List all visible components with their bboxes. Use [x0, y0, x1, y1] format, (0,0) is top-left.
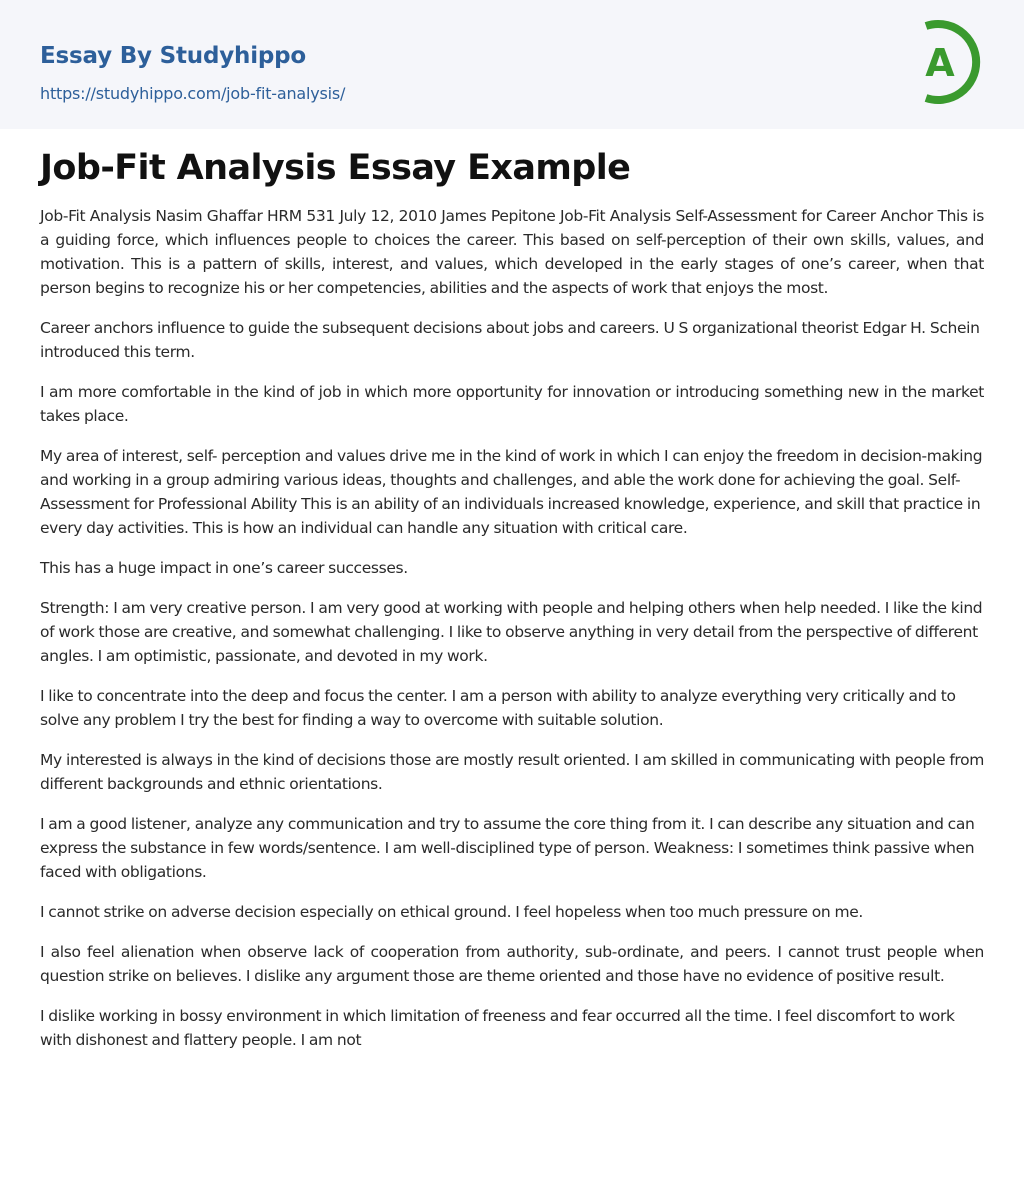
essay-paragraph: Career anchors influence to guide the subsequent decisions about jobs and careers. U S organizational theorist Edgar H. Schein introduced this term.: [40, 319, 980, 361]
essay-paragraph: Job-Fit Analysis Nasim Ghaffar HRM 531 July 12, 2010 James Pepitone Job-Fit Analysis Self-Assessment for Career Anchor This is a guiding force, which influences people to choices the career. This based on self-perception of their own skills, values, and motivation. This is a pattern of skills, interest, and values, which developed in the early stages of one’s career, when that person begins to recognize his or her competencies, abilities and the aspects of work that enjoys the most.: [40, 207, 984, 297]
essay-paragraph: I dislike working in bossy environment in which limitation of freeness and fear occurred all the time. I feel discomfort to work with dishonest and flattery people. I am not: [40, 1007, 955, 1049]
site-header: [0, 0, 1024, 129]
essay-url-link[interactable]: https://studyhippo.com/job-fit-analysis/: [40, 84, 346, 103]
essay-paragraph: My area of interest, self- perception and values drive me in the kind of work in which I can enjoy the freedom in decision-making and working in a group admiring various ideas, thoughts and challenges, and able the work done for achieving the goal. Self-Assessment for Professional Ability This is an ability of an individuals increased knowledge, experience, and skill that practice in every day activities. This is how an individual can handle any situation with critical care.: [40, 447, 983, 537]
logo-letter: A: [925, 41, 955, 85]
essay-paragraph: This has a huge impact in one’s career successes.: [40, 559, 408, 577]
site-brand-title[interactable]: Essay By Studyhippo: [40, 43, 307, 69]
studyhippo-logo-icon[interactable]: [905, 17, 993, 107]
essay-paragraph: I am more comfortable in the kind of job in which more opportunity for innovation or introducing something new in the market takes place.: [40, 383, 984, 425]
essay-paragraph: I cannot strike on adverse decision especially on ethical ground. I feel hopeless when too much pressure on me.: [40, 903, 863, 921]
page-title: Job-Fit Analysis Essay Example: [40, 148, 631, 188]
essay-content: [40, 144, 984, 1068]
essay-paragraph: I am a good listener, analyze any communication and try to assume the core thing from it. I can describe any situation and can express the substance in few words/sentence. I am well-disciplined type of person. Weakness: I sometimes think passive when faced with obligations.: [40, 815, 975, 881]
essay-paragraph: My interested is always in the kind of decisions those are mostly result oriented. I am skilled in communicating with people from different backgrounds and ethnic orientations.: [40, 751, 984, 793]
essay-paragraph: I also feel alienation when observe lack of cooperation from authority, sub-ordinate, and peers. I cannot trust people when question strike on believes. I dislike any argument those are theme oriented and those have no evidence of positive result.: [40, 943, 984, 985]
essay-paragraph: I like to concentrate into the deep and focus the center. I am a person with ability to analyze everything very critically and to solve any problem I try the best for finding a way to overcome with suitable solution.: [40, 687, 956, 729]
essay-paragraph: Strength: I am very creative person. I am very good at working with people and helping others when help needed. I like the kind of work those are creative, and somewhat challenging. I like to observe anything in very detail from the perspective of different angles. I am optimistic, passionate, and devoted in my work.: [40, 599, 983, 665]
